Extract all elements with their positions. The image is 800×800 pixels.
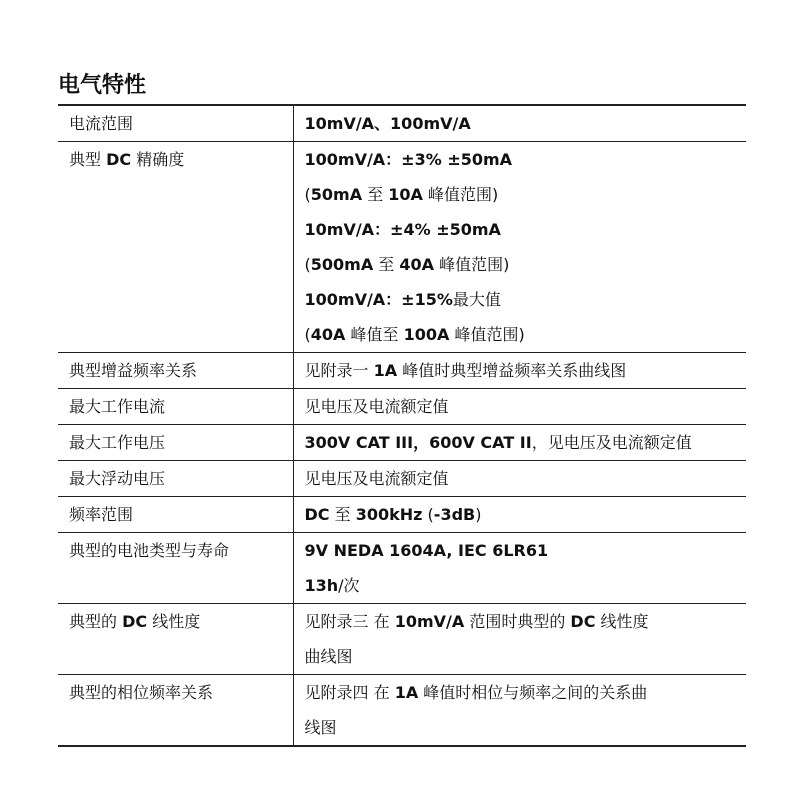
text-segment: 至 bbox=[373, 255, 400, 274]
param-name bbox=[69, 533, 293, 568]
text-segment: 500mA bbox=[310, 255, 374, 274]
table-row bbox=[58, 497, 746, 533]
text-segment: 曲线图 bbox=[304, 647, 353, 666]
text-segment: 最大工作电压 bbox=[69, 433, 166, 452]
text-segment: 见电压及电流额定值 bbox=[304, 397, 449, 416]
text-segment: 见附录四 在 bbox=[304, 683, 395, 702]
table-row bbox=[58, 389, 746, 425]
text-segment: 线性度 bbox=[147, 612, 201, 631]
text-segment: ) bbox=[475, 505, 482, 524]
param-name bbox=[69, 675, 293, 710]
value-line bbox=[305, 177, 747, 212]
value-line bbox=[305, 142, 747, 177]
value-line bbox=[305, 247, 747, 282]
text-segment: 峰值时典型增益频率关系曲线图 bbox=[397, 361, 627, 380]
value-line bbox=[305, 353, 747, 388]
value-line bbox=[305, 568, 747, 603]
value-line bbox=[305, 425, 747, 460]
table-row bbox=[58, 142, 746, 353]
param-value-cell bbox=[293, 105, 746, 142]
table-row bbox=[58, 461, 746, 497]
text-segment: 见附录一 bbox=[304, 361, 374, 380]
param-name-cell bbox=[58, 142, 293, 353]
param-name bbox=[69, 353, 293, 388]
param-value-cell bbox=[293, 353, 746, 389]
text-segment: ( bbox=[304, 255, 311, 274]
param-name bbox=[69, 106, 293, 141]
text-segment: /次 bbox=[338, 576, 360, 595]
text-segment: 见电压及电流额定值 bbox=[304, 469, 449, 488]
text-segment: 线性度 bbox=[595, 612, 649, 631]
text-segment: 峰值时相位与频率之间的关系曲 bbox=[418, 683, 648, 702]
param-name bbox=[69, 389, 293, 424]
value-line bbox=[305, 212, 747, 247]
text-segment: -3dB bbox=[433, 505, 476, 524]
table-row bbox=[58, 353, 746, 389]
param-name bbox=[69, 142, 293, 177]
text-segment: 40A bbox=[310, 325, 346, 344]
text-segment: 最大浮动电压 bbox=[69, 469, 166, 488]
param-value-cell bbox=[293, 533, 746, 604]
text-segment: 精确度 bbox=[131, 150, 185, 169]
param-name bbox=[69, 497, 293, 532]
text-segment: 峰值范围) bbox=[434, 255, 510, 274]
param-name-cell bbox=[58, 461, 293, 497]
param-value-cell bbox=[293, 675, 746, 747]
text-segment: 电流范围 bbox=[69, 114, 134, 133]
text-segment: DC bbox=[304, 505, 330, 524]
param-name bbox=[69, 425, 293, 460]
text-segment: 范围时典型的 bbox=[464, 612, 571, 631]
param-name-cell bbox=[58, 533, 293, 604]
text-segment: 13h bbox=[304, 576, 339, 595]
table-row bbox=[58, 105, 746, 142]
text-segment: ( bbox=[304, 325, 311, 344]
electrical-specs-table bbox=[58, 104, 746, 747]
value-line bbox=[305, 317, 747, 352]
text-segment: 峰值至 bbox=[345, 325, 404, 344]
text-segment: DC bbox=[570, 612, 596, 631]
text-segment: 峰值范围) bbox=[422, 185, 499, 204]
value-line bbox=[305, 533, 747, 568]
param-value-cell bbox=[293, 389, 746, 425]
param-value-cell bbox=[293, 142, 746, 353]
text-segment: 典型的电池类型与寿命 bbox=[69, 541, 230, 560]
value-line bbox=[305, 604, 747, 639]
value-line bbox=[305, 106, 747, 141]
text-segment: 40A bbox=[399, 255, 435, 274]
text-segment: 典型的相位频率关系 bbox=[69, 683, 214, 702]
text-segment: 50mA bbox=[310, 185, 363, 204]
param-name-cell bbox=[58, 425, 293, 461]
value-line bbox=[305, 389, 747, 424]
table-row bbox=[58, 533, 746, 604]
text-segment: 100A bbox=[403, 325, 450, 344]
text-segment: DC bbox=[122, 612, 148, 631]
text-segment: 频率范围 bbox=[69, 505, 134, 524]
param-value-cell bbox=[293, 461, 746, 497]
text-segment: ，见电压及电流额定值 bbox=[531, 433, 692, 452]
text-segment: 1A bbox=[373, 361, 398, 380]
text-segment: 10A bbox=[388, 185, 423, 204]
param-name-cell bbox=[58, 105, 293, 142]
text-segment: 100mV/A：±3% ±50mA bbox=[304, 150, 513, 169]
text-segment: 至 bbox=[362, 185, 389, 204]
text-segment: 典型增益频率关系 bbox=[69, 361, 198, 380]
param-name-cell bbox=[58, 353, 293, 389]
value-line bbox=[305, 675, 747, 710]
text-segment: 见附录三 在 bbox=[304, 612, 395, 631]
table-row bbox=[58, 604, 746, 675]
param-value-cell bbox=[293, 604, 746, 675]
section-title: 电气特性 bbox=[58, 73, 147, 98]
param-value-cell bbox=[293, 497, 746, 533]
value-line bbox=[305, 710, 747, 745]
table-row bbox=[58, 675, 746, 747]
text-segment: 最大工作电流 bbox=[69, 397, 166, 416]
text-segment: 9V NEDA 1604A, IEC 6LR61 bbox=[304, 541, 549, 560]
param-name bbox=[69, 604, 293, 639]
text-segment: 300V CAT III，600V CAT II bbox=[304, 433, 532, 452]
text-segment: 10mV/A、100mV/A bbox=[304, 114, 471, 133]
text-segment: ( bbox=[422, 505, 434, 524]
param-name-cell bbox=[58, 675, 293, 747]
text-segment: 1A bbox=[394, 683, 419, 702]
text-segment: 最大值 bbox=[452, 290, 501, 309]
specs-table-body bbox=[58, 105, 746, 746]
value-line bbox=[305, 497, 747, 532]
param-name bbox=[69, 461, 293, 496]
text-segment: 典型 bbox=[69, 150, 107, 169]
value-line bbox=[305, 639, 747, 674]
text-segment: 线图 bbox=[304, 718, 337, 737]
text-segment: 典型的 bbox=[69, 612, 123, 631]
text-segment: 峰值范围) bbox=[449, 325, 525, 344]
param-value-cell bbox=[293, 425, 746, 461]
text-segment: 300kHz bbox=[355, 505, 423, 524]
text-segment: ( bbox=[304, 185, 311, 204]
param-name-cell bbox=[58, 389, 293, 425]
text-segment: 10mV/A：±4% ±50mA bbox=[304, 220, 501, 239]
param-name-cell bbox=[58, 604, 293, 675]
text-segment: 100mV/A：±15% bbox=[304, 290, 453, 309]
value-line bbox=[305, 461, 747, 496]
text-segment: DC bbox=[106, 150, 132, 169]
text-segment: 至 bbox=[329, 505, 356, 524]
param-name-cell bbox=[58, 497, 293, 533]
text-segment: 10mV/A bbox=[394, 612, 465, 631]
value-line bbox=[305, 282, 747, 317]
table-row bbox=[58, 425, 746, 461]
